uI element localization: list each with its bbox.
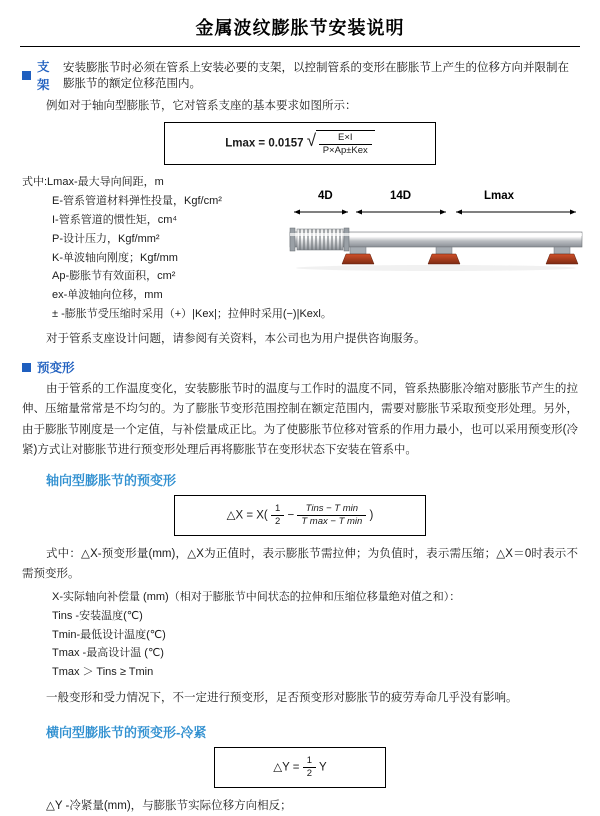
figure-label-4d: 4D [318,190,333,202]
square-bullet-icon [22,71,31,80]
section-bracket-closing: 对于管系支座设计问题，请参阅有关资料，本公司也为用户提供咨询服务。 [46,333,426,346]
figure-dimension-labels [286,190,586,206]
axial-item: X-实际轴向补偿量 (mm)（相对于膨胀节中间状态的拉伸和压缩位移量绝对值之和）： [52,590,461,603]
formula-delta-x-lhs: △X = X( [226,509,268,522]
figure-pipe-support-diagram [286,190,586,300]
section-heading-predeform [22,358,578,376]
section-heading-predeform-label: 预变形 [37,361,75,376]
axial-item: Tmax ＞ Tins ≥ Tmin [52,666,154,679]
formula-delta-x-minus: − [287,509,295,522]
section-predeform-para1: 由于管系的工作温度变化，安装膨胀节时的温度与工作时的温度不同，管系热膨胀冷缩对膨胀节产生的拉伸、压缩量常常是不均匀的。为了膨胀节变形范围控制在额定范围内，需要对膨胀节采取预变形处理。另外，由于膨胀节刚度是一个定值，与补偿量成正比。为了使膨胀节位移对管系的作用力最小，也可以采用预变形(冷紧)方式让对膨胀节进行预变形处理后再将膨胀节在变形状态下安装在管系中。 [22,383,578,456]
formula-lmax [164,122,436,165]
pipe-diagram-svg [286,208,586,300]
legend-item: Ap-膨胀节有效面积，cm² [52,270,176,283]
axial-item: Tmax -最高设计温 (℃) [52,647,164,660]
formula-lmax-denominator: P×Ap±Kex [322,145,368,156]
formula-delta-y-rhs: Y [319,761,327,774]
axial-items-list [22,588,578,683]
formula-lmax-numerator: √ E×I [319,132,372,145]
formula-delta-y-lhs: △Y = [273,761,300,774]
lateral-explain: △Y -冷紧量(mm)，与膨胀节实际位移方向相反； [46,800,292,813]
formula-delta-x-ratio: $\frac{\text{Tins − T min}}{\text{T max − T min}}$ [297,503,366,528]
formula-delta-x-half: $\frac{1}{2}$ [271,503,284,528]
legend-item: ± -膨胀节受压缩时采用（+）|Kex|；拉伸时采用(−)|Kexl。 [52,308,332,321]
axial-item: Tins -安装温度(℃) [52,609,143,622]
formula-lmax-lhs: Lmax = 0.0157 [225,137,304,150]
document-body [0,57,600,816]
subheading-lateral-predeform: 横向型膨胀节的预变形-冷紧 [46,725,207,741]
title-divider [20,46,580,47]
section-heading-bracket [22,57,578,93]
section-heading-bracket-label: 支架 [37,60,50,92]
support-group [342,247,578,264]
page-title: 金属波纹膨胀节安装说明 [195,18,405,38]
formula-delta-x-explain: 式中：△X-预变形量(mm)，△X为正值时，表示膨胀节需拉伸；为负值时，表示需压缩；△X＝0时表示不需预变形。 [22,547,578,580]
legend-item: 式中:Lmax-最大导向间距，m [22,175,164,188]
legend-item: E-管系管道材料弹性投量，Kgf/cm² [52,194,222,207]
subheading-axial-predeform: 轴向型膨胀节的预变形 [46,472,177,488]
legend-item: K-单波轴向刚度；Kgf/mm [52,251,178,264]
formula-delta-x-rhs: ) [369,509,374,522]
figure-label-lmax: Lmax [484,190,515,202]
formula-delta-y-half: $\frac{1}{2}$ [303,755,316,780]
figure-label-14d: 14D [390,190,412,202]
axial-item: Tmin-最低设计温度(℃) [52,628,166,641]
formula-lmax-sqrt [307,130,375,157]
square-bullet-icon [22,363,31,372]
legend-item: ex-单波轴向位移，mm [52,289,163,302]
legend-item: I-管系管道的惯性矩，cm⁴ [52,213,178,226]
formula-delta-y [214,747,386,788]
legend-item: P-设计压力，Kgf/mm² [52,232,160,245]
axial-note: 一般变形和受力情况下，不一定进行预变形，足否预变形对膨胀节的疲劳寿命几乎没有影响。 [46,692,518,705]
section-bracket-para2: 例如对于轴向型膨胀节，它对管系支座的基本要求如图所示： [46,100,357,112]
document-page [0,14,600,813]
section-bracket-para1: 安装膨胀节时必须在管系上安装必要的支架，以控制管系的变形在膨胀节上产生的位移方向并限制在膨胀节的额定位移范围内。 [63,62,569,90]
formula-delta-x [174,495,426,536]
